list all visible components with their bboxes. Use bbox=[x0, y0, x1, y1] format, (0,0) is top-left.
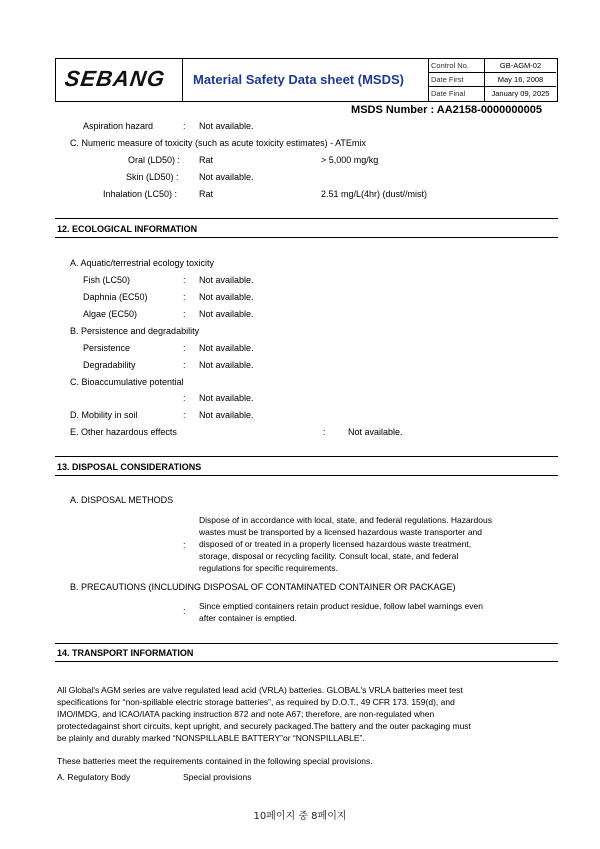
section-12-bottom-rule bbox=[55, 237, 558, 238]
section-13-top-rule bbox=[55, 456, 558, 457]
logo-cell bbox=[56, 59, 183, 101]
text-line: IMO/IMDG, and ICAO/IATA packing instruction 872 and note A67; therefore, are non-regulated when bbox=[57, 709, 435, 719]
inhalation-value: 2.51 mg/L(4hr) (dust//mist) bbox=[321, 189, 428, 199]
text-line: disposed of or treated in a properly licensed hazardous waste treatment, bbox=[199, 539, 472, 549]
persistence-label: Persistence bbox=[83, 343, 131, 353]
regulatory-body-label: A. Regulatory Body bbox=[57, 772, 131, 782]
fish-value: Not available. bbox=[199, 275, 254, 285]
colon: : bbox=[183, 360, 186, 370]
regulatory-body-value: Special provisions bbox=[183, 772, 252, 782]
section-12-title: 12. ECOLOGICAL INFORMATION bbox=[57, 224, 198, 234]
colon: : bbox=[183, 343, 186, 353]
oral-species: Rat bbox=[199, 155, 214, 165]
msds-number: MSDS Number : AA2158-0000000005 bbox=[351, 104, 542, 116]
inhalation-label: Inhalation (LC50) : bbox=[103, 189, 178, 199]
numeric-toxicity-heading: C. Numeric measure of toxicity (such as acute toxicity estimates) - ATEmix bbox=[70, 138, 366, 148]
bioaccumulative-value: Not available. bbox=[199, 393, 254, 403]
transport-paragraph bbox=[57, 684, 471, 744]
fish-label: Fish (LC50) bbox=[83, 275, 131, 285]
section-13-bottom-rule bbox=[55, 475, 558, 476]
control-no-label: Control No. bbox=[429, 59, 485, 72]
text-line: All Global's AGM series are valve regulated lead acid (VRLA) batteries. GLOBAL's VRLA batteries meet test bbox=[57, 685, 463, 695]
text-line: Dispose of in accordance with local, state, and federal regulations. Hazardous bbox=[199, 515, 492, 525]
section-14-top-rule bbox=[55, 643, 558, 644]
persistence-value: Not available. bbox=[199, 343, 254, 353]
special-provisions-intro: These batteries meet the requirements contained in the following special provisions. bbox=[57, 756, 373, 766]
colon: : bbox=[183, 275, 186, 285]
text-line: Since emptied containers retain product residue, follow label warnings even bbox=[199, 601, 483, 611]
colon: : bbox=[183, 292, 186, 302]
colon: : bbox=[183, 540, 186, 550]
date-first-label: Date First bbox=[429, 73, 485, 86]
skin-value: Not available. bbox=[199, 172, 254, 182]
colon: : bbox=[183, 410, 186, 420]
oral-value: > 5,000 mg/kg bbox=[321, 155, 379, 165]
title-cell bbox=[183, 59, 429, 101]
colon: : bbox=[323, 427, 326, 437]
date-final-row bbox=[429, 87, 556, 101]
mobility-label: D. Mobility in soil bbox=[70, 410, 138, 420]
mobility-value: Not available. bbox=[199, 410, 254, 420]
colon: : bbox=[183, 606, 186, 616]
other-effects-label: E. Other hazardous effects bbox=[70, 427, 177, 437]
date-final-label: Date Final bbox=[429, 87, 485, 101]
company-logo: SEBANG bbox=[63, 66, 167, 91]
colon: : bbox=[183, 393, 186, 403]
text-line: protectedagainst short circuits, kept upright, and securely packaged.The battery and the outer packaging must bbox=[57, 721, 471, 731]
precautions-heading: B. PRECAUTIONS (INCLUDING DISPOSAL OF CONTAMINATED CONTAINER OR PACKAGE) bbox=[70, 582, 456, 592]
page-footer: 10페이지 중 8페이지 bbox=[253, 811, 347, 822]
date-first-value: May 16, 2008 bbox=[497, 75, 544, 84]
disposal-methods-text bbox=[199, 514, 492, 574]
text-line: after container is emptied. bbox=[199, 613, 297, 623]
algae-label: Algae (EC50) bbox=[83, 309, 138, 319]
text-line: specifications for “non-spillable electric storage batteries”, as required by D.O.T., 49 CFR 173. 159(d), and bbox=[57, 697, 455, 707]
oral-label: Oral (LD50) : bbox=[128, 155, 181, 165]
daphnia-label: Daphnia (EC50) bbox=[83, 292, 148, 302]
skin-label: Skin (LD50) : bbox=[126, 172, 179, 182]
control-no-row bbox=[429, 59, 556, 73]
degradability-value: Not available. bbox=[199, 360, 254, 370]
section-14-title: 14. TRANSPORT INFORMATION bbox=[57, 648, 194, 658]
algae-value: Not available. bbox=[199, 309, 254, 319]
colon: : bbox=[183, 121, 186, 131]
section-13-title: 13. DISPOSAL CONSIDERATIONS bbox=[57, 462, 202, 472]
aquatic-heading: A. Aquatic/terrestrial ecology toxicity bbox=[70, 258, 215, 268]
section-14-bottom-rule bbox=[55, 661, 558, 662]
text-line: wastes must be transported by a licensed hazardous waste transporter and bbox=[199, 527, 483, 537]
control-no-value: GB-AGM-02 bbox=[499, 61, 542, 70]
degradability-label: Degradability bbox=[83, 360, 136, 370]
section-12-top-rule bbox=[55, 218, 558, 219]
inhalation-species: Rat bbox=[199, 189, 214, 199]
document-header bbox=[55, 58, 558, 102]
daphnia-value: Not available. bbox=[199, 292, 254, 302]
text-line: regulations for specific requirements. bbox=[199, 563, 338, 573]
date-final-value: January 09, 2025 bbox=[491, 89, 550, 98]
persistence-heading: B. Persistence and degradability bbox=[70, 326, 200, 336]
disposal-methods-heading: A. DISPOSAL METHODS bbox=[70, 495, 174, 505]
colon: : bbox=[183, 309, 186, 319]
bioaccumulative-heading: C. Bioaccumulative potential bbox=[70, 377, 184, 387]
aspiration-value: Not available. bbox=[199, 121, 254, 131]
document-meta bbox=[429, 59, 556, 101]
text-line: be plainly and durably marked “NONSPILLABLE BATTERY”or “NONSPILLABLE”. bbox=[57, 733, 365, 743]
aspiration-label: Aspiration hazard bbox=[83, 121, 154, 131]
date-first-row bbox=[429, 73, 556, 87]
text-line: storage, disposal or recycling facility. Consult local, state, and federal bbox=[199, 551, 459, 561]
other-effects-value: Not available. bbox=[348, 427, 403, 437]
precautions-text bbox=[199, 600, 483, 624]
document-title: Material Safety Data sheet (MSDS) bbox=[193, 72, 404, 87]
